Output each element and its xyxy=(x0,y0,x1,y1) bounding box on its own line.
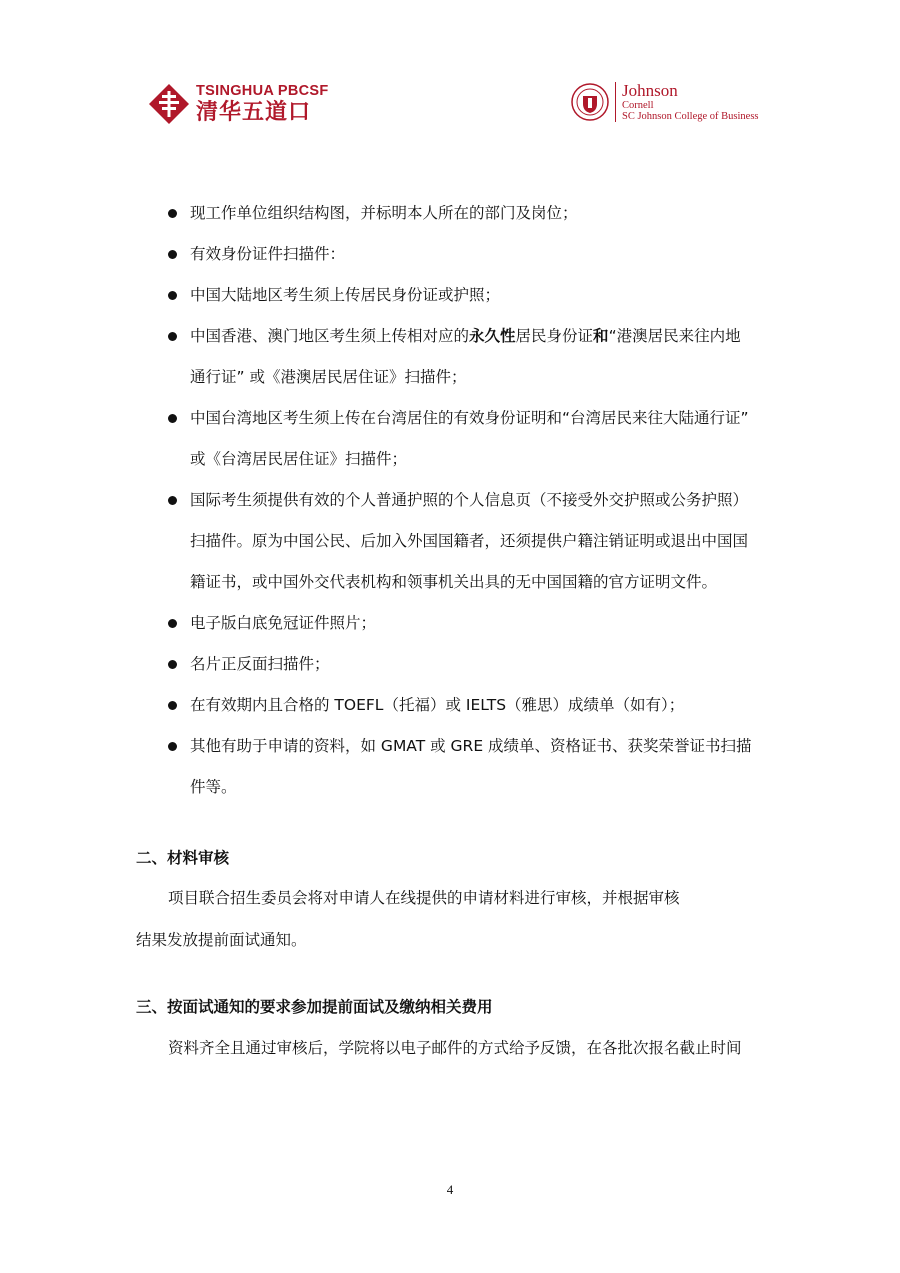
bullet-icon xyxy=(168,209,177,218)
list-item-text: 有效身份证件扫描件： xyxy=(190,245,346,263)
paragraph-line: 资料齐全且通过审核后，学院将以电子邮件的方式给予反馈，在各批次报名截止时间 xyxy=(168,1039,742,1057)
list-item xyxy=(168,234,768,275)
list-item-text: 名片正反面扫描件； xyxy=(190,655,330,673)
list-item-text: 件等。 xyxy=(190,778,237,796)
list-item-text: 国际考生须提供有效的个人普通护照的个人信息页（不接受外交护照或公务护照） xyxy=(190,491,749,509)
list-item-text: 现工作单位组织结构图，并标明本人所在的部门及岗位； xyxy=(190,204,578,222)
list-item-text: 中国大陆地区考生须上传居民身份证或护照； xyxy=(190,286,501,304)
list-item xyxy=(168,193,768,234)
logo-college-name: SC Johnson College of Business xyxy=(622,110,759,122)
list-item-text: 其他有助于申请的资料，如 GMAT 或 GRE 成绩单、资格证书、获奖荣誉证书扫描 xyxy=(190,737,752,755)
list-item xyxy=(168,685,768,726)
section-heading: 二、材料审核 xyxy=(136,849,230,867)
bullet-icon xyxy=(168,619,177,628)
bullet-icon xyxy=(168,332,177,341)
bullet-icon xyxy=(168,414,177,423)
list-item-text: 电子版白底免冠证件照片； xyxy=(190,614,377,632)
list-item xyxy=(168,275,768,316)
logo-cornell: Cornell xyxy=(622,99,654,111)
list-item xyxy=(168,480,768,603)
logo-divider xyxy=(615,82,616,122)
paragraph-line: 项目联合招生委员会将对申请人在线提供的申请材料进行审核，并根据审核 xyxy=(168,889,680,907)
logo-chinese-name: 清华五道口 xyxy=(196,100,312,126)
tsinghua-pbcsf-logo xyxy=(148,80,329,128)
list-item xyxy=(168,644,768,685)
logo-johnson: Johnson xyxy=(622,81,678,101)
bullet-icon xyxy=(168,496,177,505)
list-item xyxy=(168,603,768,644)
list-item-text: 或《台湾居民居住证》扫描件； xyxy=(190,450,408,468)
list-item xyxy=(168,726,768,808)
list-item xyxy=(168,316,768,398)
list-item-text: 籍证书，或中国外交代表机构和领事机关出具的无中国国籍的官方证明文件。 xyxy=(190,573,718,591)
logo-english-name: TSINGHUA PBCSF xyxy=(196,82,329,99)
paragraph-line: 结果发放提前面试通知。 xyxy=(136,931,307,949)
page-header xyxy=(0,72,900,132)
bullet-icon xyxy=(168,701,177,710)
pbcsf-emblem-icon xyxy=(148,83,190,125)
list-item-text: 在有效期内且合格的 TOEFL（托福）或 IELTS（雅思）成绩单（如有）； xyxy=(190,696,685,714)
page-number: 4 xyxy=(446,1182,454,1197)
list-item-text: 中国台湾地区考生须上传在台湾居住的有效身份证明和“台湾居民来往大陆通行证” xyxy=(190,409,749,427)
bullet-icon xyxy=(168,660,177,669)
bullet-icon xyxy=(168,742,177,751)
list-item xyxy=(168,398,768,480)
list-item-text: 扫描件。原为中国公民、后加入外国国籍者，还须提供户籍注销证明或退出中国国 xyxy=(190,532,749,550)
bullet-icon xyxy=(168,291,177,300)
section-heading: 三、按面试通知的要求参加提前面试及缴纳相关费用 xyxy=(136,998,493,1016)
bullet-icon xyxy=(168,250,177,259)
cornell-johnson-logo xyxy=(571,78,759,126)
cornell-seal-icon xyxy=(571,83,609,121)
list-item-text: 中国香港、澳门地区考生须上传相对应的永久性居民身份证和“港澳居民来往内地 xyxy=(190,327,741,345)
list-item-text: 通行证” 或《港澳居民居住证》扫描件； xyxy=(190,368,467,386)
